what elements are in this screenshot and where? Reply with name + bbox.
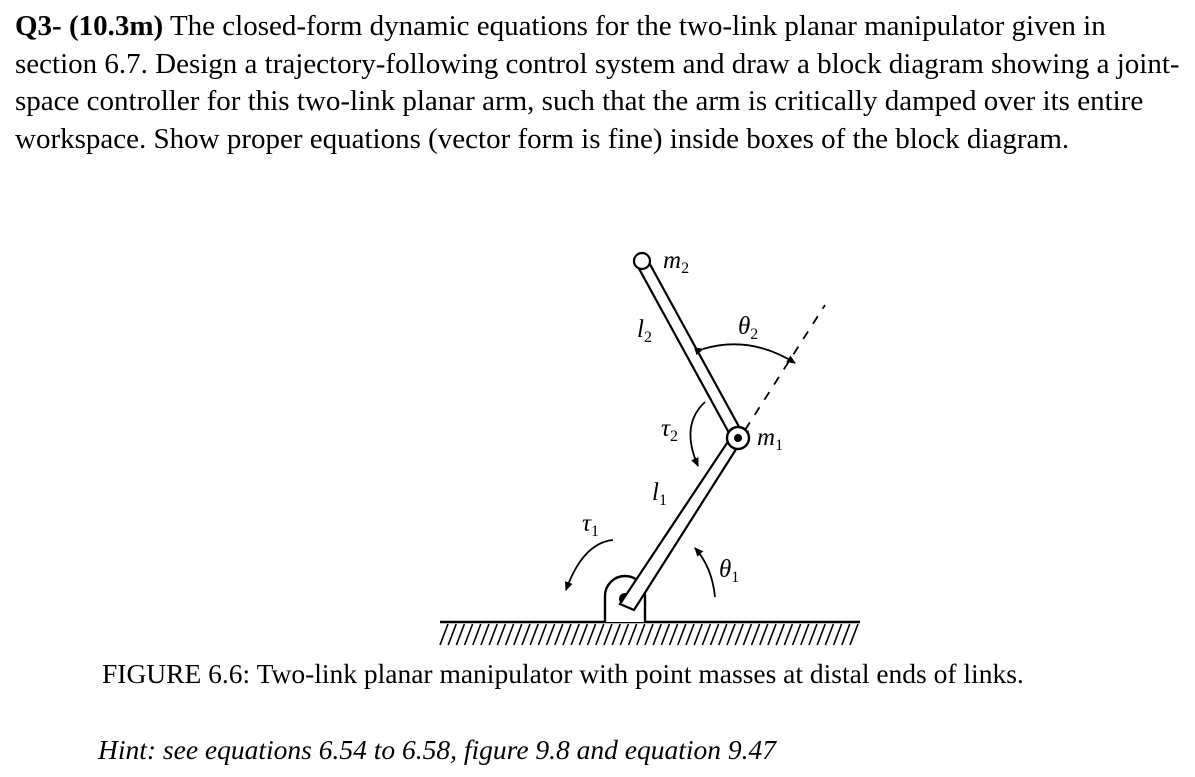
ground-hatch-mark: [465, 624, 473, 645]
figure-caption: FIGURE 6.6: Two-link planar manipulator with point masses at distal ends of links.: [102, 658, 1024, 689]
point-mass-m2: [634, 253, 650, 269]
link-1: [620, 432, 747, 610]
ground-hatch-mark: [563, 624, 571, 645]
ground-hatch-mark: [719, 624, 727, 645]
ground-hatch-mark: [694, 624, 702, 645]
ground-hatch-mark: [588, 624, 596, 645]
ground-hatch-mark: [842, 624, 850, 645]
ground-hatch-mark: [538, 624, 546, 645]
label-l2: $l_2$: [637, 316, 652, 346]
link-1-extension-dashed: [745, 305, 825, 430]
question-number: Q3-: [15, 10, 62, 42]
ground-hatch-mark: [784, 624, 792, 645]
question-marks: (10.3m): [68, 10, 164, 42]
ground-hatch-mark: [530, 624, 538, 645]
joint-2-mass-m1: [727, 427, 749, 449]
ground-hatch-mark: [801, 624, 809, 645]
ground: [440, 622, 860, 645]
label-m1: $m_1$: [757, 424, 784, 454]
ground-hatch-mark: [711, 624, 719, 645]
ground-hatch-mark: [522, 624, 530, 645]
label-theta1: $\theta_1$: [719, 556, 740, 586]
theta1-arc: [695, 548, 715, 597]
ground-hatch-mark: [727, 624, 735, 645]
ground-hatch-mark: [809, 624, 817, 645]
ground-hatch-mark: [825, 624, 833, 645]
ground-hatch-mark: [579, 624, 587, 645]
ground-hatch-mark: [604, 624, 612, 645]
ground-hatch-mark: [440, 624, 448, 645]
ground-hatch-mark: [456, 624, 464, 645]
ground-hatch-mark: [637, 624, 645, 645]
ground-hatch-mark: [571, 624, 579, 645]
ground-hatch-mark: [514, 624, 522, 645]
ground-hatch-mark: [645, 624, 653, 645]
ground-hatch-mark: [448, 624, 456, 645]
ground-hatch-mark: [776, 624, 784, 645]
ground-hatch-mark: [768, 624, 776, 645]
theta2-arc: [703, 344, 795, 363]
ground-hatch-mark: [702, 624, 710, 645]
ground-hatch-mark: [612, 624, 620, 645]
label-tau1: $\tau_1$: [582, 510, 599, 540]
ground-hatch-mark: [555, 624, 563, 645]
ground-hatch-mark: [473, 624, 481, 645]
ground-hatch-mark: [653, 624, 661, 645]
ground-hatch-mark: [481, 624, 489, 645]
ground-hatch-mark: [629, 624, 637, 645]
ground-hatch-mark: [506, 624, 514, 645]
ground-hatch-mark: [686, 624, 694, 645]
label-l1: $l_1$: [652, 479, 667, 509]
ground-hatch-mark: [678, 624, 686, 645]
ground-hatch-mark: [752, 624, 760, 645]
ground-hatch-mark: [547, 624, 555, 645]
ground-hatch-mark: [596, 624, 604, 645]
ground-hatch-mark: [793, 624, 801, 645]
ground-hatch-mark: [834, 624, 842, 645]
ground-hatch-mark: [670, 624, 678, 645]
ground-hatch-mark: [735, 624, 743, 645]
label-tau2: $\tau_2$: [661, 415, 678, 445]
ground-hatch-mark: [489, 624, 497, 645]
ground-hatch-mark: [817, 624, 825, 645]
label-m2: $m_2$: [663, 247, 690, 277]
ground-hatch-mark: [620, 624, 628, 645]
question-body: The closed-form dynamic equations for the two-link planar manipulator given in section 6.7. Design a trajectory-following control system and draw a block diagram showing a joint-space controller for this two-link planar arm, such that the arm is critically damped over its entire workspace. Show proper equations (vector form is fine) inside boxes of the block diagram.: [15, 10, 1180, 155]
label-theta2: $\theta_2$: [738, 313, 759, 343]
ground-hatch-mark: [760, 624, 768, 645]
tau1-arc: [566, 540, 613, 590]
ground-hatch-mark: [743, 624, 751, 645]
link-2: [637, 257, 743, 442]
tau2-arc: [690, 402, 705, 466]
ground-hatch-mark: [497, 624, 505, 645]
hint-text: Hint: see equations 6.54 to 6.58, figure 9.8 and equation 9.47: [98, 734, 777, 765]
ground-hatch-mark: [850, 624, 858, 645]
ground-hatch-mark: [661, 624, 669, 645]
